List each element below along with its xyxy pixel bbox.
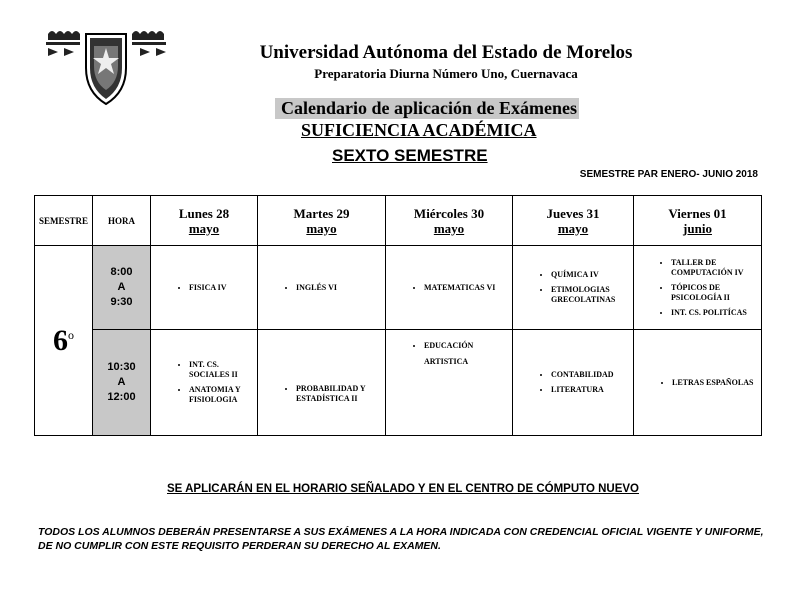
- time-slot-cell: [93, 330, 151, 436]
- requirements-note: TODOS LOS ALUMNOS DEBERÁN PRESENTARSE A SUS EXÁMENES A LA HORA INDICADA CON CREDENCIAL OFICIAL VIGENTE Y UNIFORME, DE NO CUMPLIR CON ESTE REQUISITO PERDERAN SU DERECHO AL EXAMEN.: [38, 526, 764, 552]
- exam-cell: [151, 330, 258, 436]
- col-header-semestre: SEMESTRE: [35, 196, 93, 246]
- slot-separator: A: [117, 281, 126, 293]
- subject-item: • ETIMOLOGIAS GRECOLATINAS: [551, 285, 633, 305]
- slot-end: 9:30: [110, 296, 133, 308]
- exam-cell: [386, 246, 513, 330]
- col-header-day: [258, 196, 386, 246]
- month-label: mayo: [306, 220, 337, 236]
- semester-ordinal: o: [68, 327, 74, 342]
- subject-item: • EDUCACIÓN ARTISTICA: [424, 338, 512, 370]
- period-label: SEMESTRE PAR ENERO- JUNIO 2018: [579, 169, 758, 180]
- subject-item: • LITERATURA: [551, 385, 633, 395]
- col-header-hora: HORA: [93, 196, 151, 246]
- slot-start: 8:00: [110, 266, 133, 278]
- subject-list: [634, 258, 761, 318]
- time-slot-cell: [93, 246, 151, 330]
- subject-item: • ANATOMIA Y FISIOLOGIA: [189, 385, 257, 405]
- subject-list: [513, 270, 633, 305]
- col-header-day: [151, 196, 258, 246]
- exam-cell: [513, 246, 634, 330]
- exam-cell: [634, 246, 762, 330]
- subject-item: • LETRAS ESPAÑOLAS: [672, 375, 761, 391]
- subject-item: • TÓPICOS DE PSICOLOGÍA II: [671, 283, 761, 303]
- subject-list: [258, 283, 385, 293]
- calendar-title: Calendario de aplicación de Exámenes: [275, 98, 579, 119]
- month-label: mayo: [433, 220, 465, 236]
- university-name: Universidad Autónoma del Estado de Morelos: [259, 42, 633, 63]
- location-notice: SE APLICARÁN EN EL HORARIO SEÑALADO Y EN EL CENTRO DE CÓMPUTO NUEVO: [167, 483, 639, 495]
- day-label: Viernes 01: [668, 205, 727, 221]
- subject-list: [151, 283, 257, 293]
- day-label: Miércoles 30: [413, 205, 485, 221]
- subject-item: • INT. CS. POLITÍCAS: [671, 308, 761, 318]
- subject-list: [513, 370, 633, 395]
- exam-cell: [258, 330, 386, 436]
- subject-item: • QUÍMICA IV: [551, 270, 633, 280]
- exam-cell: [386, 330, 513, 436]
- month-label: mayo: [188, 220, 220, 236]
- table-row: [35, 330, 762, 436]
- exam-cell: [151, 246, 258, 330]
- table-row: [35, 246, 762, 330]
- subject-list: [634, 375, 761, 391]
- day-label: Jueves 31: [546, 205, 600, 221]
- exam-cell: [634, 330, 762, 436]
- exam-type-title: SUFICIENCIA ACADÉMICA: [301, 120, 537, 140]
- month-label: mayo: [557, 220, 589, 236]
- exam-cell: [513, 330, 634, 436]
- exam-schedule-table: [34, 195, 762, 436]
- subject-list: [386, 283, 512, 293]
- semester-cell: [35, 246, 93, 436]
- subject-list: [151, 360, 257, 405]
- slot-end: 12:00: [107, 391, 136, 403]
- table-header-row: [35, 196, 762, 246]
- semester-number: 6: [53, 323, 68, 357]
- subject-list: [386, 338, 512, 370]
- col-header-day: [386, 196, 513, 246]
- semester-title: SEXTO SEMESTRE: [332, 146, 488, 165]
- slot-start: 10:30: [107, 361, 136, 373]
- subject-item: • PROBABILIDAD Y ESTADÍSTICA II: [296, 384, 385, 404]
- subject-item: • INGLÉS VI: [296, 283, 385, 293]
- exam-cell: [258, 246, 386, 330]
- col-header-day: [634, 196, 762, 246]
- day-label: Lunes 28: [178, 205, 230, 221]
- subject-item: • CONTABILIDAD: [551, 370, 633, 380]
- subject-item: • TALLER DE COMPUTACIÓN IV: [671, 258, 761, 278]
- subject-list: [258, 384, 385, 404]
- subject-item: • FISICA IV: [189, 283, 257, 293]
- school-name: Preparatoria Diurna Número Uno, Cuernavaca: [314, 66, 578, 81]
- subject-item: • MATEMATICAS VI: [424, 283, 512, 293]
- month-label: junio: [683, 220, 712, 236]
- subject-item: • INT. CS. SOCIALES II: [189, 360, 257, 380]
- col-header-day: [513, 196, 634, 246]
- day-label: Martes 29: [293, 205, 350, 221]
- slot-separator: A: [117, 376, 126, 388]
